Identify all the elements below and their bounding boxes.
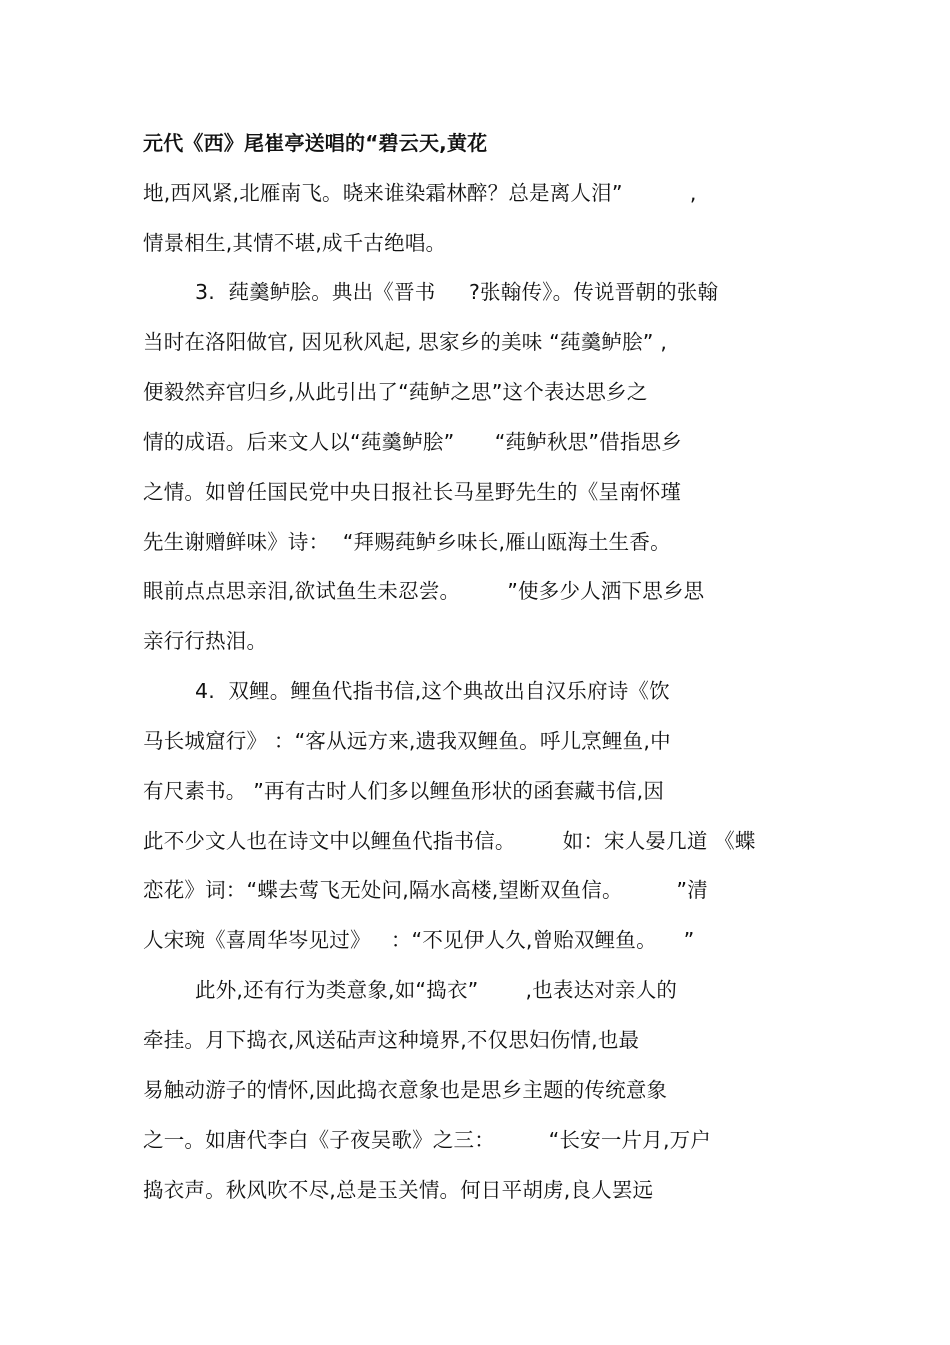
text-line-6: 便毅然弃官归乡,从此引出了“莼鲈之思”这个表达思乡之 [143,380,648,404]
text-line-11: 亲行行热泪。 [143,629,268,653]
text-line-9: 先生谢赠鲜味》诗： “拜赐莼鲈乡味长,雁山瓯海土生香。 [143,530,671,554]
text-line-5: 当时在洛阳做官, 因见秋风起, 思家乡的美味 “莼羹鲈脍” , [143,330,668,354]
text-line-16: 恋花》词：“蝶去莺飞无处问,隔水高楼,望断双鱼信。 ”清 [143,878,708,902]
text-line-19: 牵挂。月下捣衣,风送砧声这种境界,不仅思妇伤情,也最 [143,1028,640,1052]
text-line-15: 此不少文人也在诗文中以鲤鱼代指书信。 如：宋人晏几道 《蝶 [143,829,756,853]
text-line-7: 情的成语。后来文人以“莼羹鲈脍” “莼鲈秋思”借指思乡 [143,430,682,454]
text-line-22: 捣衣声。秋风吹不尽,总是玉关情。何日平胡虏,良人罢远 [143,1178,654,1202]
text-line-13: 马长城窟行》 ：“客从远方来,遗我双鲤鱼。呼儿烹鲤鱼,中 [143,729,671,753]
text-line-3: 情景相生,其情不堪,成千古绝唱。 [143,231,447,255]
text-line-4: 3. 莼羹鲈脍。典出《晋书 ?张翰传》。传说晋朝的张翰 [195,280,719,304]
text-line-12: 4. 双鲤。鲤鱼代指书信,这个典故出自汉乐府诗《饮 [195,679,670,703]
text-line-20: 易触动游子的情怀,因此捣衣意象也是思乡主题的传统意象 [143,1078,668,1102]
text-line-14: 有尺素书。 ”再有古时人们多以鲤鱼形状的函套藏书信,因 [143,779,665,803]
text-line-18: 此外,还有行为类意象,如“捣衣” ,也表达对亲人的 [195,978,678,1002]
text-line-21: 之一。如唐代李白《子夜吴歌》之三： “长安一片月,万户 [143,1128,712,1152]
text-line-2: 地,西风紧,北雁南飞。晓来谁染霜林醉？总是离人泪” , [143,181,697,205]
text-line-1: 元代《西》尾崔亭送唱的“碧云天,黄花 [143,131,488,155]
text-line-8: 之情。如曾任国民党中央日报社长马星野先生的《呈南怀瑾 [143,480,682,504]
text-line-10: 眼前点点思亲泪,欲试鱼生未忍尝。 ”使多少人洒下思乡思 [143,579,705,603]
text-line-17: 人宋琬《喜周华岑见过》 ：“不见伊人久,曾贻双鲤鱼。 ” [143,928,695,952]
